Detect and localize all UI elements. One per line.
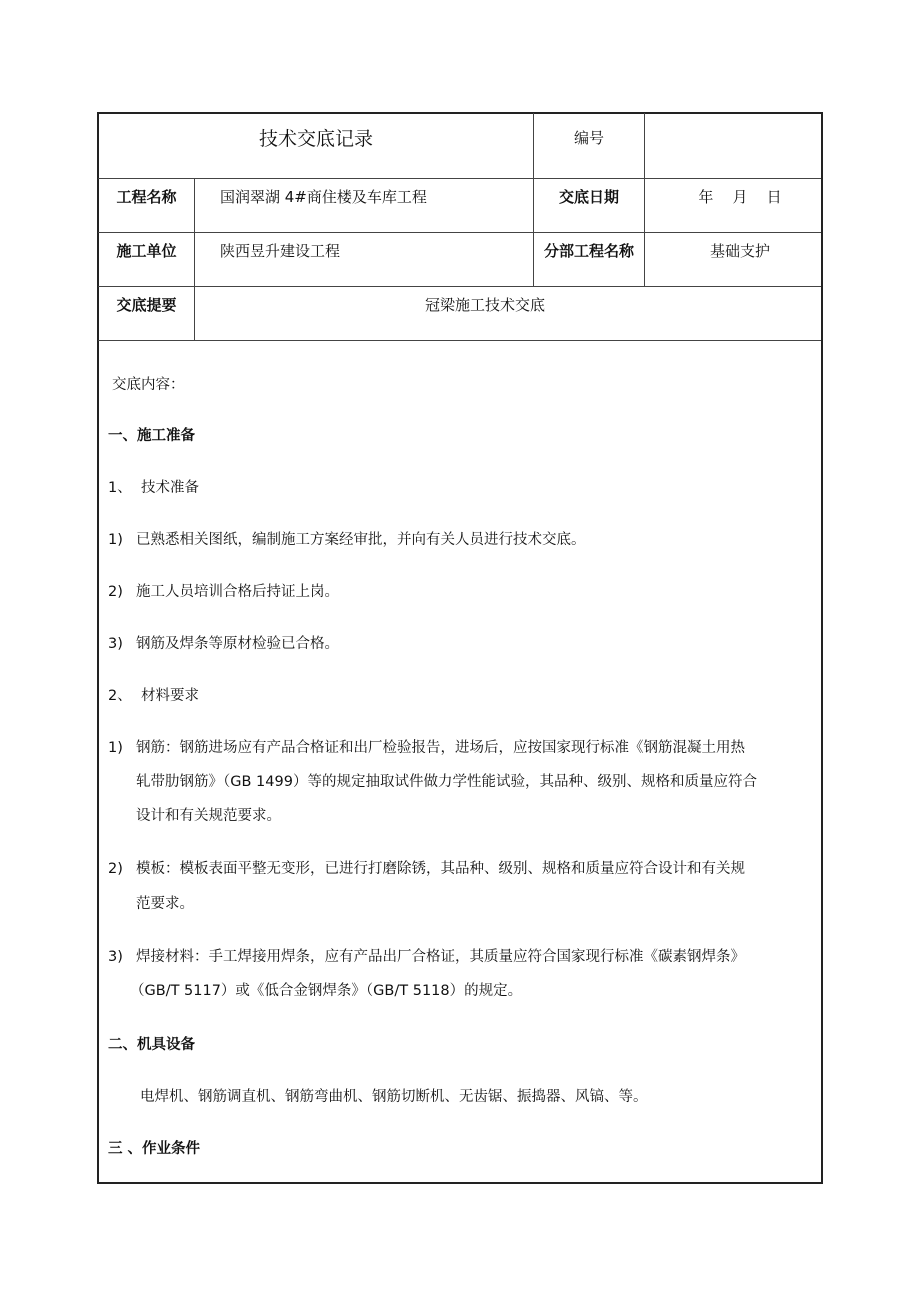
subsection-heading: 2、 材料要求 xyxy=(108,688,199,704)
item-number: 3) xyxy=(108,949,123,965)
item-text: 施工人员培训合格后持证上岗。 xyxy=(136,584,339,600)
item-text-line: 范要求。 xyxy=(136,896,194,912)
project-name-label: 工程名称 xyxy=(116,188,177,206)
section-heading: 三 、作业条件 xyxy=(108,1141,201,1157)
equipment-list: 电焊机、钢筋调直机、钢筋弯曲机、钢筋切断机、无齿锯、振捣器、风镐、等。 xyxy=(140,1089,648,1105)
section-heading: 二、机具设备 xyxy=(108,1037,195,1053)
item-text-line: 设计和有关规范要求。 xyxy=(136,808,281,824)
item-text-line: 模板：模板表面平整无变形，已进行打磨除锈，其品种、级别、规格和质量应符合设计和有关规 xyxy=(136,861,745,877)
item-text: 已熟悉相关图纸，编制施工方案经审批，并向有关人员进行技术交底。 xyxy=(136,532,586,548)
row-divider xyxy=(98,178,821,179)
item-text-line: 钢筋：钢筋进场应有产品合格证和出厂检验报告，进场后，应按国家现行标准《钢筋混凝土用热 xyxy=(136,740,745,756)
item-text: 钢筋及焊条等原材检验已合格。 xyxy=(136,636,339,652)
subsection-heading: 1、 技术准备 xyxy=(108,480,199,496)
project-name-value: 国润翠湖 4#商住楼及车库工程 xyxy=(220,188,427,206)
summary-value: 冠梁施工技术交底 xyxy=(424,296,545,314)
date-label: 交底日期 xyxy=(558,188,619,206)
item-number: 2) xyxy=(108,861,123,877)
col-divider xyxy=(194,179,195,340)
date-value: 年 月 日 xyxy=(698,188,782,206)
item-number: 2) xyxy=(108,584,123,600)
row-divider xyxy=(98,232,821,233)
item-text-line: （GB/T 5117）或《低合金钢焊条》（GB/T 5118）的规定。 xyxy=(130,983,523,999)
number-label: 编号 xyxy=(573,129,604,147)
section-heading: 一、施工准备 xyxy=(108,428,195,444)
contractor-label: 施工单位 xyxy=(116,242,177,260)
item-number: 3) xyxy=(108,636,123,652)
row-divider xyxy=(98,340,821,341)
row-divider xyxy=(98,286,821,287)
content-intro: 交底内容： xyxy=(112,377,185,393)
item-number: 1) xyxy=(108,532,123,548)
summary-label: 交底提要 xyxy=(116,296,177,314)
item-text-line: 焊接材料：手工焊接用焊条，应有产品出厂合格证，其质量应符合国家现行标准《碳素钢焊条》 xyxy=(136,949,745,965)
form-title: 技术交底记录 xyxy=(258,128,373,150)
contractor-value: 陕西昱升建设工程 xyxy=(220,242,341,260)
item-text-line: 轧带肋钢筋》（GB 1499）等的规定抽取试件做力学性能试验，其品种、级别、规格和质量应符合 xyxy=(136,774,757,790)
subproject-value: 基础支护 xyxy=(709,242,770,260)
item-number: 1) xyxy=(108,740,123,756)
subproject-label: 分部工程名称 xyxy=(543,242,634,260)
